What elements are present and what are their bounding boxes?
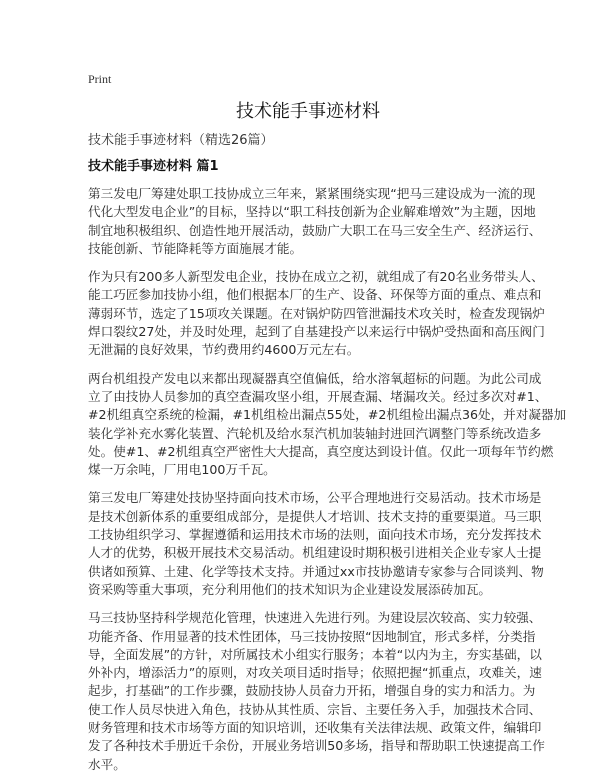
document-title: 技术能手事迹材料 xyxy=(236,101,380,122)
paragraph-line: #2机组真空系统的检漏，#1机组检出漏点55处，#2机组检出漏点36处，并对凝器加 xyxy=(88,407,567,423)
paragraph-line: 焊口裂纹27处，并及时处理，起到了自基建投产以来运行中锅炉受热面和高压阀门 xyxy=(88,324,545,340)
paragraph xyxy=(88,489,544,599)
paragraph-line: 发了各种技术手册近千余份，开展业务培训50多场，指导和帮助职工快速提高工作 xyxy=(88,738,545,754)
paragraph-line: 煤一万余吨，厂用电100万千瓦。 xyxy=(88,462,276,478)
paragraph-line: 使工作人员尽快进入角色，技协从其性质、宗旨、主要任务入手，加强技术合同、 xyxy=(88,701,542,717)
paragraph xyxy=(88,370,567,480)
paragraph-line: 能工巧匠参加技协小组，他们根据本厂的生产、设备、环保等方面的重点、难点和 xyxy=(88,287,542,303)
paragraph-line: 外补内，增添活力”的原则，对攻关项目适时指导；依照把握“抓重点，攻难关，速 xyxy=(88,665,542,681)
paragraph-line: 功能齐备、作用显著的技术性团体，马三技协按照“因地制宜，形式多样，分类指 xyxy=(88,628,536,644)
paragraph-line: 两台机组投产发电以来都出现凝器真空值偏低，给水溶氧超标的问题。为此公司成 xyxy=(88,370,542,386)
paragraph-line: 工技协组织学习、掌握遵循和运用技术市场的法则，面向技术市场，充分发挥技术 xyxy=(88,527,542,543)
paragraph-line: 水平。 xyxy=(88,756,126,772)
paragraph-line: 导，全面发展”的方针，对所属技术小组实行服务；本着“以内为主，夯实基础，以 xyxy=(88,646,542,662)
paragraph-line: 装化学补充水雾化装置、汽轮机及给水泵汽机加装轴封进回汽调整门等系统改造多 xyxy=(88,425,542,441)
paragraph-line: 薄弱环节，选定了15项攻关课题。在对锅炉防四管泄漏技术攻关时，检查发现锅炉 xyxy=(88,305,545,321)
paragraph-line: 第三发电厂筹建处技协坚持面向技术市场，公平合理地进行交易活动。技术市场是 xyxy=(88,490,542,506)
print-link[interactable]: Print xyxy=(88,72,112,86)
paragraph xyxy=(88,609,545,774)
paragraph-line: 代化大型发电企业”的目标，坚持以“职工科技创新为企业解难增效”为主题，因地 xyxy=(88,204,536,220)
paragraph-line: 供诸如预算、土建、化学等技术支持。并通过xx市技协邀请专家参与合同谈判、物 xyxy=(88,563,544,579)
document-page xyxy=(88,70,567,784)
paragraph-line: 无泄漏的良好效果，节约费用约4600万元左右。 xyxy=(88,342,360,358)
document-body xyxy=(88,185,567,774)
paragraph-line: 处。使#1、#2机组真空严密性大大提高，真空度达到设计值。仅此一项每年节约燃 xyxy=(88,443,554,459)
paragraph-line: 作为只有200多人新型发电企业，技协在成立之初，就组成了有20名业务带头人、 xyxy=(88,269,544,285)
paragraph-line: 是技术创新体系的重要组成部分，是提供人才培训、技术支持的重要渠道。马三职 xyxy=(88,508,542,524)
paragraph xyxy=(88,185,542,258)
paragraph-line: 技能创新、节能降耗等方面施展才能。 xyxy=(88,240,303,256)
paragraph-line: 财务管理和技术市场等方面的知识培训，还收集有关法律法规、政策文件，编辑印 xyxy=(88,720,542,736)
section-heading: 技术能手事迹材料 篇1 xyxy=(88,159,219,174)
paragraph-line: 第三发电厂筹建处职工技协成立三年来，紧紧围绕实现“把马三建设成为一流的现 xyxy=(88,186,536,201)
paragraph-line: 制宜地积极组织、创造性地开展活动，鼓励广大职工在马三安全生产、经济运行、 xyxy=(88,222,542,238)
paragraph-line: 立了由技协人员参加的真空查漏攻坚小组，开展查漏、堵漏攻关。经过多次对#1、 xyxy=(88,388,548,404)
paragraph-line: 人才的优势，积极开展技术交易活动。机组建设时期积极引进相关企业专家人士提 xyxy=(88,545,542,561)
document-subtitle: 技术能手事迹材料（精选26篇） xyxy=(88,133,274,148)
paragraph-line: 起步，打基础”的工作步骤，鼓励技协人员奋力开拓，增强自身的实力和活力。为 xyxy=(88,683,536,699)
paragraph-line: 资采购等重大事项，充分利用他们的技术知识为企业建设发展添砖加瓦。 xyxy=(88,581,491,597)
paragraph xyxy=(88,268,545,359)
paragraph-line: 马三技协坚持科学规范化管理，快速进入先进行列。为建设层次较高、实力较强、 xyxy=(88,610,542,626)
